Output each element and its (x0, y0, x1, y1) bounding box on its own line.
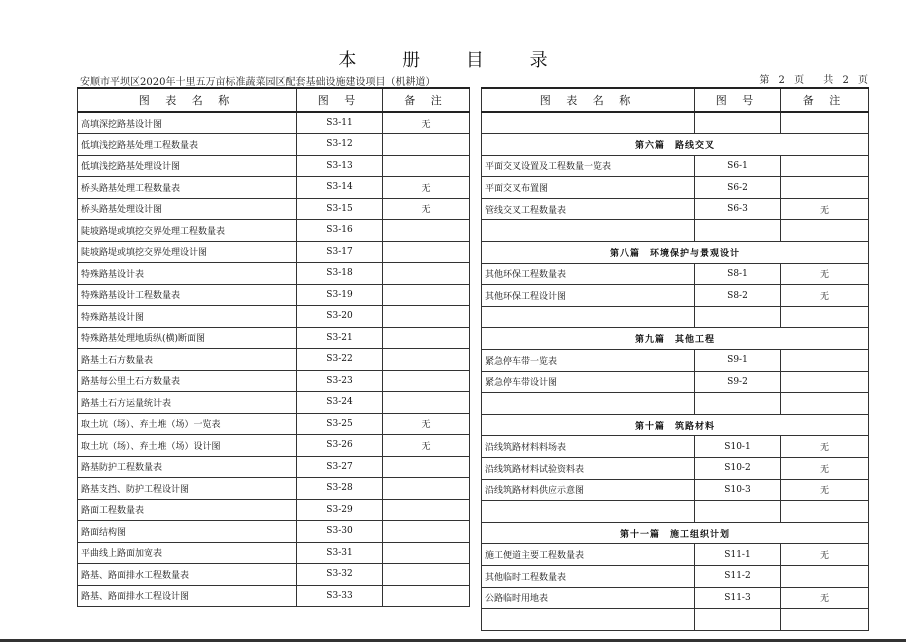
section-header-row (482, 414, 869, 436)
table-row (482, 544, 869, 566)
cell-note (383, 456, 470, 478)
cell-code: S6-3 (695, 198, 781, 220)
table-row (78, 499, 470, 521)
cell-name: 平面交叉设置及工程数量一览表 (482, 155, 695, 177)
cell-code: S3-28 (297, 478, 383, 500)
cell-name (482, 609, 695, 631)
cell-code: S3-31 (297, 542, 383, 564)
table-row (78, 177, 470, 199)
cell-name: 沿线筑路材料料场表 (482, 436, 695, 458)
cell-code: S6-2 (695, 177, 781, 199)
table-row (78, 413, 470, 435)
cell-note (383, 220, 470, 242)
cell-name: 路基支挡、防护工程设计图 (78, 478, 297, 500)
cell-code: S10-3 (695, 479, 781, 501)
column-header-name: 图 表 名 称 (78, 88, 297, 112)
table-row (482, 198, 869, 220)
table-row (482, 501, 869, 523)
table-row (78, 263, 470, 285)
table-row (78, 327, 470, 349)
table-row (482, 155, 869, 177)
table-row (482, 220, 869, 242)
cell-code: S9-1 (695, 350, 781, 372)
cell-name: 低填浅挖路基处理设计图 (78, 155, 297, 177)
cell-code: S3-23 (297, 370, 383, 392)
cell-code: S3-26 (297, 435, 383, 457)
cell-note: 无 (383, 413, 470, 435)
column-header-code: 图 号 (695, 88, 781, 112)
table-row (78, 349, 470, 371)
cell-note (781, 393, 869, 415)
cell-name (482, 306, 695, 328)
cell-name: 路基防护工程数量表 (78, 456, 297, 478)
section-title: 第十一篇 施工组织计划 (482, 522, 869, 544)
cell-code: S3-27 (297, 456, 383, 478)
cell-name: 其他临时工程数量表 (482, 565, 695, 587)
table-row (78, 478, 470, 500)
cell-name: 路面结构图 (78, 521, 297, 543)
cell-code: S3-14 (297, 177, 383, 199)
table-row (482, 306, 869, 328)
table-header-row (78, 88, 470, 112)
cell-name: 紧急停车带设计图 (482, 371, 695, 393)
cell-name: 路面工程数量表 (78, 499, 297, 521)
cell-note (781, 112, 869, 134)
table-row (78, 585, 470, 607)
table-row (482, 587, 869, 609)
cell-name: 沿线筑路材料试验资料表 (482, 458, 695, 480)
table-row (482, 609, 869, 631)
cell-code: S3-18 (297, 263, 383, 285)
cell-name: 特殊路基处理地质纵(横)断面图 (78, 327, 297, 349)
cell-code: S11-1 (695, 544, 781, 566)
cell-name: 路基每公里土石方数量表 (78, 370, 297, 392)
table-row (78, 284, 470, 306)
cell-name: 陡坡路堤或填挖交界处理设计图 (78, 241, 297, 263)
cell-name: 管线交叉工程数量表 (482, 198, 695, 220)
cell-note (383, 155, 470, 177)
cell-note (383, 542, 470, 564)
table-row (482, 565, 869, 587)
cell-note: 无 (781, 479, 869, 501)
cell-name: 特殊路基设计表 (78, 263, 297, 285)
project-title: 安顺市平坝区2020年十里五万亩标准蔬菜园区配套基础设施建设项目（机耕道） (80, 77, 436, 88)
table-row (78, 392, 470, 414)
section-header-row (482, 242, 869, 264)
table-row (78, 306, 470, 328)
cell-code: S10-1 (695, 436, 781, 458)
cell-code: S3-13 (297, 155, 383, 177)
table-row (78, 542, 470, 564)
cell-note (383, 585, 470, 607)
page-number: 第 2 页 共 2 页 (759, 75, 868, 86)
cell-code: S3-19 (297, 284, 383, 306)
cell-code (695, 112, 781, 134)
section-header-row (482, 328, 869, 350)
cell-name: 桥头路基处理工程数量表 (78, 177, 297, 199)
cell-code: S3-15 (297, 198, 383, 220)
cell-note (383, 521, 470, 543)
cell-name: 其他环保工程数量表 (482, 263, 695, 285)
cell-note (383, 564, 470, 586)
cell-note (781, 220, 869, 242)
cell-name: 紧急停车带一览表 (482, 350, 695, 372)
cell-code (695, 306, 781, 328)
cell-note: 无 (781, 587, 869, 609)
cell-code: S3-29 (297, 499, 383, 521)
cell-note (383, 284, 470, 306)
cell-code: S6-1 (695, 155, 781, 177)
cell-code: S3-30 (297, 521, 383, 543)
column-header-code: 图 号 (297, 88, 383, 112)
cell-name (482, 220, 695, 242)
table-row (78, 112, 470, 134)
cell-code: S9-2 (695, 371, 781, 393)
cell-name: 路基土石方运量统计表 (78, 392, 297, 414)
cell-code: S10-2 (695, 458, 781, 480)
column-header-note: 备 注 (781, 88, 869, 112)
cell-code: S3-17 (297, 241, 383, 263)
cell-note (781, 306, 869, 328)
table-row (78, 456, 470, 478)
cell-name: 平面交叉布置图 (482, 177, 695, 199)
cell-note (781, 501, 869, 523)
cell-code (695, 220, 781, 242)
cell-name: 低填浅挖路基处理工程数量表 (78, 134, 297, 156)
cell-name: 桥头路基处理设计图 (78, 198, 297, 220)
table-row (78, 435, 470, 457)
cell-name (482, 393, 695, 415)
section-header-row (482, 522, 869, 544)
cell-note (383, 327, 470, 349)
cell-name: 路基、路面排水工程数量表 (78, 564, 297, 586)
cell-name: 路基土石方数量表 (78, 349, 297, 371)
column-header-note: 备 注 (383, 88, 470, 112)
cell-code: S8-2 (695, 285, 781, 307)
cell-name: 高填深挖路基设计图 (78, 112, 297, 134)
table-row (78, 370, 470, 392)
cell-note (383, 499, 470, 521)
cell-note: 无 (781, 198, 869, 220)
table-row (78, 198, 470, 220)
cell-name: 陡坡路堤或填挖交界处理工程数量表 (78, 220, 297, 242)
cell-note (781, 565, 869, 587)
cell-code: S3-21 (297, 327, 383, 349)
table-row (482, 436, 869, 458)
cell-code: S3-20 (297, 306, 383, 328)
section-title: 第六篇 路线交叉 (482, 134, 869, 156)
cell-code (695, 609, 781, 631)
cell-name: 路基、路面排水工程设计图 (78, 585, 297, 607)
cell-name: 施工便道主要工程数量表 (482, 544, 695, 566)
cell-code: S3-11 (297, 112, 383, 134)
table-row (78, 155, 470, 177)
table-row (78, 241, 470, 263)
cell-note: 无 (781, 285, 869, 307)
cell-name: 平曲线上路面加宽表 (78, 542, 297, 564)
page-title: 本 册 目 录 (338, 50, 568, 71)
table-row (482, 263, 869, 285)
cell-note: 无 (781, 263, 869, 285)
cell-note: 无 (781, 544, 869, 566)
table-row (78, 134, 470, 156)
table-header-row (482, 88, 869, 112)
cell-note (383, 370, 470, 392)
section-header-row (482, 134, 869, 156)
table-row (482, 177, 869, 199)
cell-name: 取土坑（场）、弃土堆（场）一览表 (78, 413, 297, 435)
cell-code: S3-33 (297, 585, 383, 607)
cell-note (383, 478, 470, 500)
cell-code: S3-22 (297, 349, 383, 371)
cell-name (482, 501, 695, 523)
table-row (78, 220, 470, 242)
cell-note (781, 609, 869, 631)
table-row (482, 112, 869, 134)
table-row (482, 458, 869, 480)
cell-note (383, 263, 470, 285)
cell-note: 无 (383, 177, 470, 199)
cell-name: 其他环保工程设计图 (482, 285, 695, 307)
table-row (482, 285, 869, 307)
cell-code: S11-2 (695, 565, 781, 587)
cell-note (383, 306, 470, 328)
cell-code: S3-12 (297, 134, 383, 156)
table-row (482, 479, 869, 501)
cell-name: 公路临时用地表 (482, 587, 695, 609)
toc-table-right (481, 87, 869, 631)
table-row (78, 564, 470, 586)
cell-note (383, 241, 470, 263)
cell-name: 特殊路基设计图 (78, 306, 297, 328)
cell-note (781, 177, 869, 199)
cell-note (383, 349, 470, 371)
cell-note: 无 (383, 435, 470, 457)
cell-code (695, 393, 781, 415)
cell-code: S3-32 (297, 564, 383, 586)
cell-note (781, 350, 869, 372)
cell-name: 取土坑（场）、弃土堆（场）设计图 (78, 435, 297, 457)
cell-note (781, 155, 869, 177)
cell-note: 无 (383, 198, 470, 220)
cell-code: S3-16 (297, 220, 383, 242)
cell-note (383, 392, 470, 414)
cell-code: S8-1 (695, 263, 781, 285)
cell-code (695, 501, 781, 523)
cell-note: 无 (383, 112, 470, 134)
cell-note: 无 (781, 436, 869, 458)
table-row (482, 350, 869, 372)
cell-name: 特殊路基设计工程数量表 (78, 284, 297, 306)
section-title: 第九篇 其他工程 (482, 328, 869, 350)
cell-note (781, 371, 869, 393)
section-title: 第十篇 筑路材料 (482, 414, 869, 436)
cell-code: S3-24 (297, 392, 383, 414)
table-row (482, 371, 869, 393)
column-header-name: 图 表 名 称 (482, 88, 695, 112)
section-title: 第八篇 环境保护与景观设计 (482, 242, 869, 264)
toc-table-left (77, 87, 470, 607)
cell-name: 沿线筑路材料供应示意图 (482, 479, 695, 501)
table-row (482, 393, 869, 415)
cell-note: 无 (781, 458, 869, 480)
cell-name (482, 112, 695, 134)
cell-code: S3-25 (297, 413, 383, 435)
cell-note (383, 134, 470, 156)
cell-code: S11-3 (695, 587, 781, 609)
table-row (78, 521, 470, 543)
